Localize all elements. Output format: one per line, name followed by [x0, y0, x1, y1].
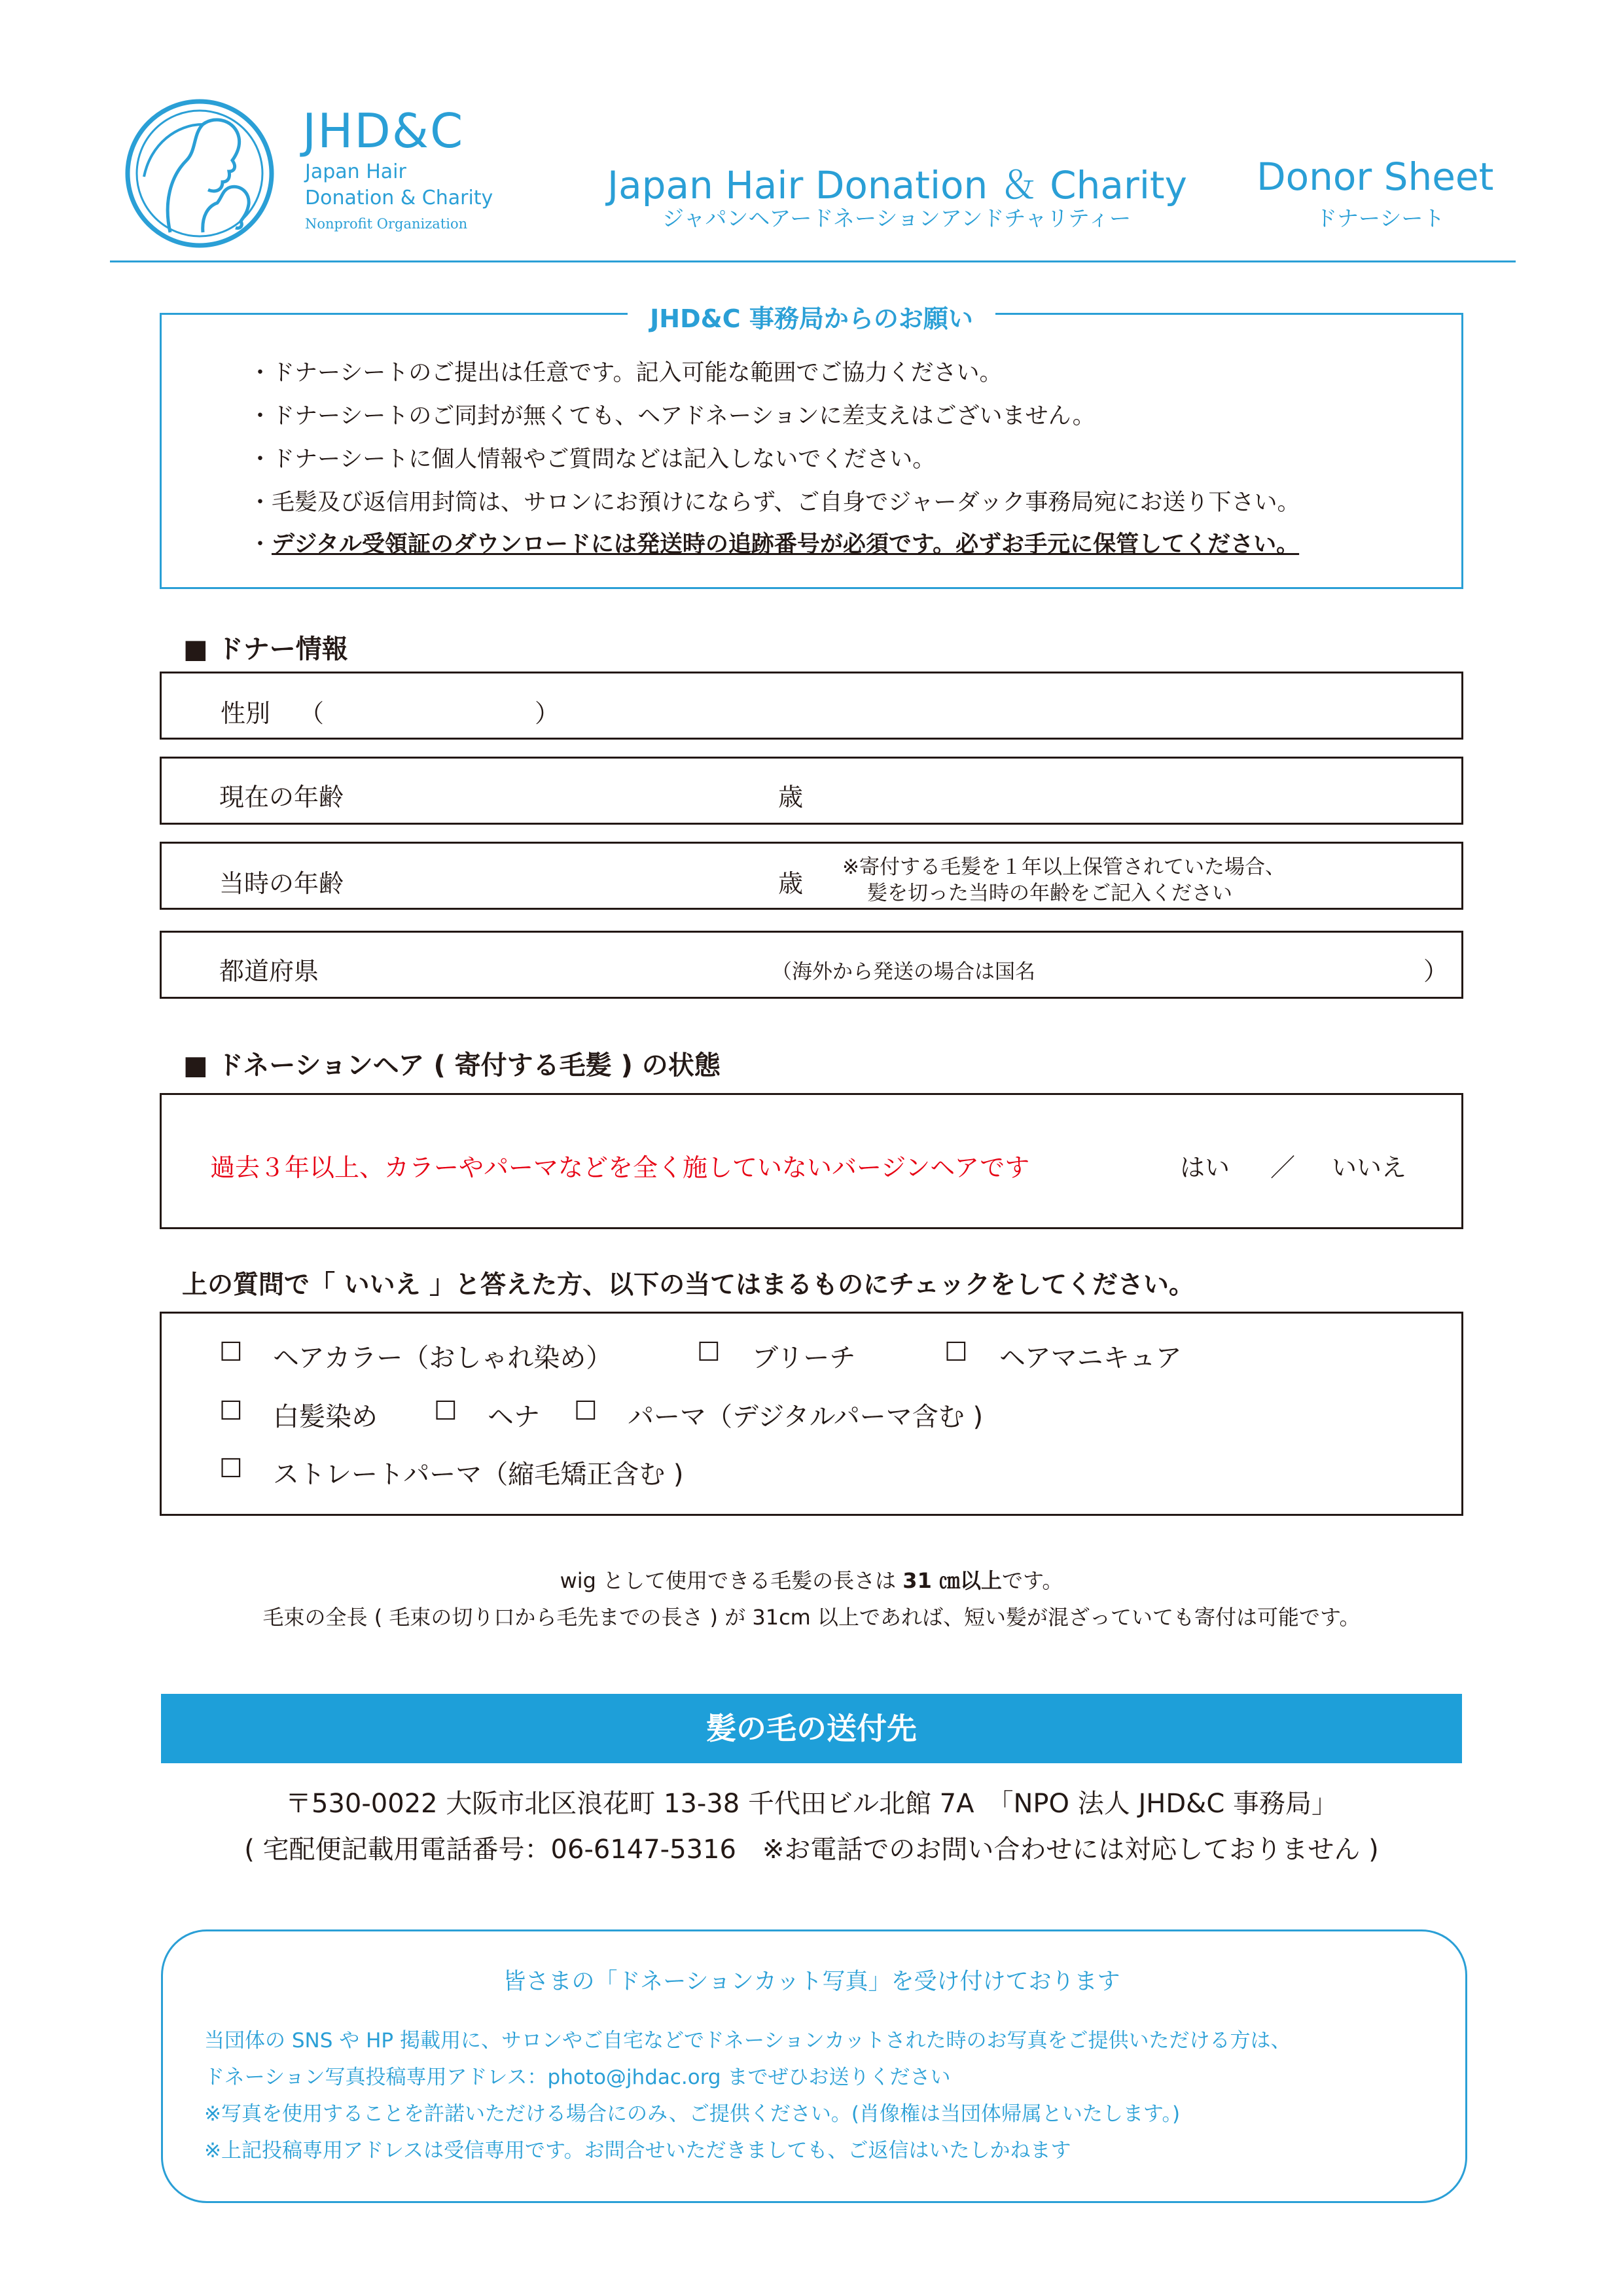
age-unit: 歳: [778, 869, 804, 898]
photo-info-line: ドネーション写真投稿専用アドレス：photo@jhdac.org までぜひお送りください: [204, 2066, 951, 2089]
checkbox-gray-dye[interactable]: ☐: [219, 1396, 243, 1426]
checkbox-manicure[interactable]: ☐: [944, 1337, 968, 1367]
sheet-title-en: Donor Sheet: [1257, 154, 1494, 199]
hair-condition-heading: ■ ドネーションヘア ( 寄付する毛髪 ) の状態: [183, 1050, 721, 1081]
option-perm: パーマ（デジタルパーマ含む ): [628, 1402, 984, 1432]
sheet-title-kana: ドナーシート: [1315, 206, 1445, 231]
logo-wordmark: JHD&C: [302, 103, 465, 158]
notice-item: ・毛髪及び返信用封筒は、サロンにお預けにならず、ご自身でジャーダック事務局宛にお送り下さい。: [249, 490, 1300, 516]
photo-title: 皆さまの「ドネーションカット写真」を受け付けております: [503, 1969, 1120, 1995]
answer-separator: ／: [1270, 1153, 1296, 1182]
option-bleach: ブリーチ: [752, 1343, 856, 1373]
photo-info-line: ※写真を使用することを許諾いただける場合にのみ、ご提供ください。(肖像権は当団体帰属といたします。): [204, 2102, 1181, 2126]
prefecture-field[interactable]: [160, 931, 1463, 999]
notice-item: ・ドナーシートのご同封が無くても、ヘアドネーションに差支えはございません。: [249, 403, 1096, 429]
checkbox-hair-color[interactable]: ☐: [219, 1337, 243, 1367]
notice-item-important: ・デジタル受領証のダウンロードには発送時の追跡番号が必須です。必ずお手元に保管してください。: [249, 531, 1300, 558]
option-henna: ヘナ: [488, 1402, 540, 1432]
org-name-en: Japan Hair Donation ＆ Charity: [607, 163, 1188, 207]
option-hair-color: ヘアカラー（おしゃれ染め）: [273, 1343, 613, 1373]
checkbox-straight-perm[interactable]: ☐: [219, 1454, 243, 1484]
length-requirement: wig として使用できる毛髪の長さは 31 ㎝以上です。: [560, 1568, 1063, 1593]
checkbox-henna[interactable]: ☐: [434, 1396, 457, 1426]
virgin-hair-question: 過去３年以上、カラーやパーマなどを全く施していないバージンヘアです: [210, 1153, 1030, 1182]
notice-title: JHD&C 事務局からのお願い: [0, 298, 1623, 334]
prefecture-close-paren: ）: [1423, 957, 1449, 986]
age-unit: 歳: [778, 783, 804, 812]
age-note-line-2: 髪を切った当時の年齢をご記入ください: [867, 882, 1232, 905]
shipping-phone: ( 宅配便記載用電話番号：06-6147-5316 ※お電話でのお問い合わせには対応しておりません ): [244, 1835, 1379, 1865]
gender-close-paren: ）: [535, 699, 560, 728]
gender-open-paren: （: [299, 699, 325, 728]
gender-field[interactable]: [160, 672, 1463, 740]
org-name-kana: ジャパンヘアードネーションアンドチャリティー: [662, 206, 1132, 231]
current-age-field[interactable]: [160, 757, 1463, 825]
option-straight-perm: ストレートパーマ（縮毛矯正含む ): [273, 1460, 684, 1490]
answer-yes[interactable]: はい: [1180, 1153, 1230, 1182]
answer-no[interactable]: いいえ: [1332, 1153, 1407, 1182]
photo-info-line: 当団体の SNS や HP 掲載用に、サロンやご自宅などでドネーションカットされた時のお写真をご提供いただける方は、: [204, 2029, 1291, 2053]
option-gray-dye: 白髪染め: [273, 1402, 378, 1432]
age-at-cut-field[interactable]: [160, 842, 1463, 910]
gender-label: 性別: [221, 699, 271, 728]
age-at-cut-label: 当時の年齢: [219, 869, 344, 898]
checkbox-bleach[interactable]: ☐: [697, 1337, 721, 1367]
current-age-label: 現在の年齢: [219, 783, 344, 812]
logo-mark: [124, 98, 275, 249]
header-divider: [110, 260, 1516, 262]
prefecture-label: 都道府県: [219, 957, 319, 986]
prefecture-note: （海外から発送の場合は国名: [772, 960, 1035, 984]
notice-item: ・ドナーシートのご提出は任意です。記入可能な範囲でご協力ください。: [249, 360, 1003, 386]
length-explanation: 毛束の全長 ( 毛束の切り口から毛先までの長さ ) が 31cm 以上であれば、短い髪が混ざっていても寄付は可能です。: [262, 1605, 1361, 1630]
logo-subtitle-1: Japan Hair: [305, 160, 406, 183]
shipping-address: 〒530-0022 大阪市北区浪花町 13-38 千代田ビル北館 7A 「NPO 法人 JHD&C 事務局」: [285, 1789, 1338, 1819]
checkbox-perm[interactable]: ☐: [574, 1396, 597, 1426]
logo-subtitle-2: Donation & Charity: [305, 187, 493, 209]
treatment-checklist: [160, 1312, 1463, 1516]
photo-info-line: ※上記投稿専用アドレスは受信専用です。お問合せいただきましても、ご返信はいたしかねます: [204, 2139, 1071, 2162]
option-manicure: ヘアマニキュア: [999, 1343, 1182, 1373]
shipping-title-band: 髪の毛の送付先: [161, 1694, 1462, 1763]
virgin-hair-question-box: [160, 1093, 1463, 1229]
notice-item: ・ドナーシートに個人情報やご質問などは記入しないでください。: [249, 446, 936, 473]
logo-nonprofit: Nonprofit Organization: [305, 216, 468, 232]
follow-up-instruction: 上の質問で「 いいえ 」と答えた方、以下の当てはまるものにチェックをしてください。: [182, 1270, 1194, 1300]
donor-info-heading: ■ ドナー情報: [183, 634, 348, 664]
age-note-line-1: ※寄付する毛髪を１年以上保管されていた場合、: [842, 855, 1285, 879]
